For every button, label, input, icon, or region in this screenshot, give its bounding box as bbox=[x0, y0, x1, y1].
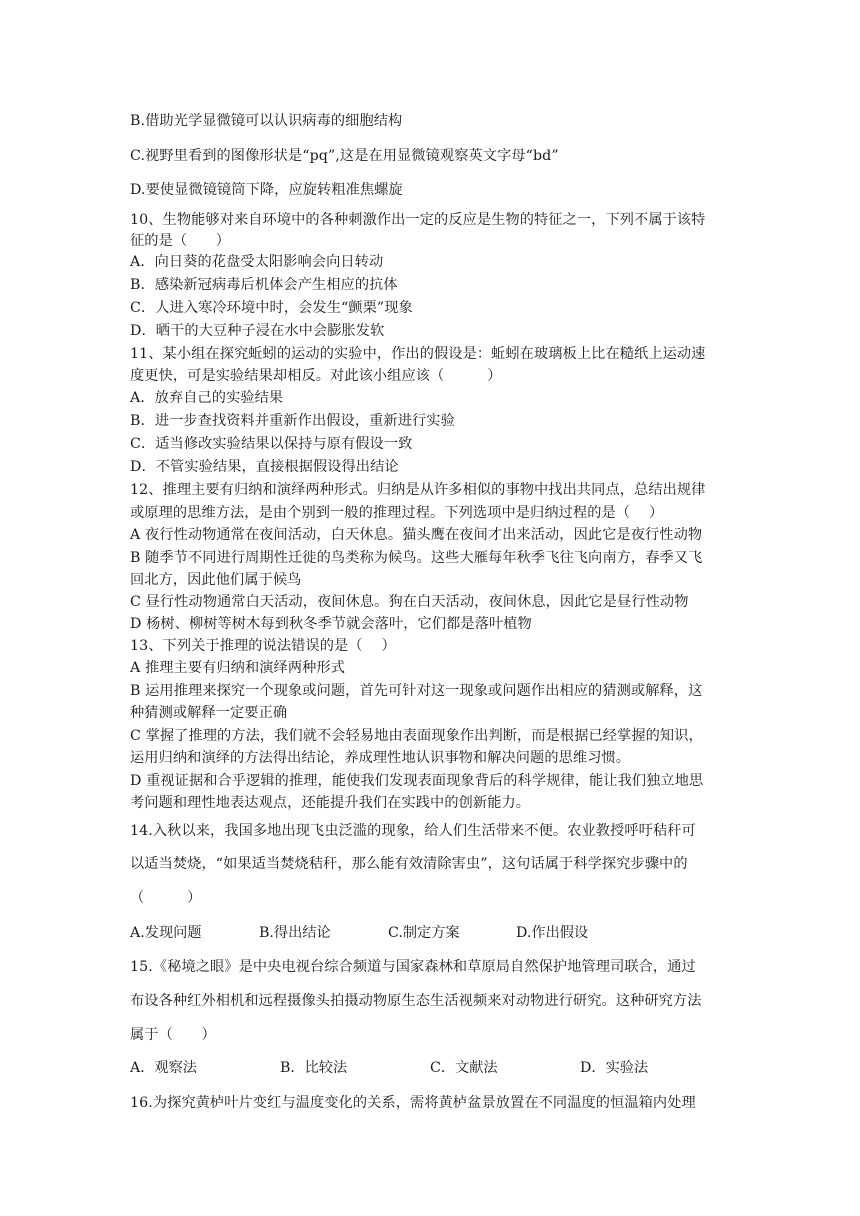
q14-stem-line2: 以适当焚烧，“如果适当焚烧秸秆，那么能有效清除害虫”，这句话属于科学探究步骤中的 bbox=[130, 856, 688, 872]
q15-option-d: D．实验法 bbox=[580, 1060, 649, 1076]
q9-option-b: B.借助光学显微镜可以认识病毒的细胞结构 bbox=[130, 113, 403, 129]
q9-option-c: C.视野里看到的图像形状是“pq”,这是在用显微镜观察英文字母“bd” bbox=[130, 148, 559, 164]
q13-option-a: A 推理主要有归纳和演绎两种形式 bbox=[130, 660, 345, 676]
q12-option-b-line1: B 随季节不同进行周期性迁徙的鸟类称为候鸟。这些大雁每年秋季飞往飞向南方，春季又飞 bbox=[130, 550, 703, 566]
q14-stem-line1: 14.入秋以来，我国多地出现飞虫泛滥的现象，给人们生活带来不便。农业教授呼吁秸秆可 bbox=[130, 823, 696, 839]
q11-option-b: B．进一步查找资料并重新作出假设，重新进行实验 bbox=[130, 413, 455, 429]
q11-stem-line2: 度更快，可是实验结果却相反。对此该小组应该（ ） bbox=[130, 368, 502, 384]
q10-option-c: C．人进入寒冷环境中时，会发生“颤栗”现象 bbox=[130, 300, 413, 316]
q11-stem-line1: 11、某小组在探究蚯蚓的运动的实验中，作出的假设是：蚯蚓在玻璃板上比在糙纸上运动速 bbox=[130, 346, 706, 362]
q10-option-d: D．晒干的大豆种子浸在水中会膨胀发软 bbox=[130, 323, 385, 339]
q12-stem-line2: 或原理的思维方法，是由个别到一般的推理过程。下列选项中是归纳过程的是（ ） bbox=[130, 505, 664, 521]
q13-option-b-line1: B 运用推理来探究一个现象或问题，首先可针对这一现象或问题作出相应的猜测或解释，这 bbox=[130, 683, 703, 699]
q16-stem-line1: 16.为探究黄栌叶片变红与温度变化的关系，需将黄栌盆景放置在不同温度的恒温箱内处理 bbox=[130, 1095, 696, 1111]
q15-stem-line1: 15.《秘境之眼》是中央电视台综合频道与国家森林和草原局自然保护地管理司联合，通过 bbox=[130, 959, 696, 975]
q15-option-b: B．比较法 bbox=[280, 1060, 348, 1076]
q13-option-d-line1: D 重视证据和合乎逻辑的推理，能使我们发现表面现象背后的科学规律，能让我们独立地思 bbox=[130, 773, 704, 789]
q15-stem-line3: 属于（ ） bbox=[130, 1027, 216, 1043]
q15-option-a: A．观察法 bbox=[130, 1060, 197, 1076]
q15-option-c: C．文献法 bbox=[430, 1060, 498, 1076]
q12-option-d: D 杨树、柳树等树木每到秋冬季节就会落叶，它们都是落叶植物 bbox=[130, 616, 532, 632]
q12-option-c: C 昼行性动物通常白天活动，夜间休息。狗在白天活动，夜间休息，因此它是昼行性动物 bbox=[130, 594, 689, 610]
q11-option-a: A．放弃自己的实验结果 bbox=[130, 390, 284, 406]
q14-option-c: C.制定方案 bbox=[388, 925, 460, 941]
q10-option-b: B．感染新冠病毒后机体会产生相应的抗体 bbox=[130, 277, 398, 293]
q14-stem-line3: （ ） bbox=[130, 890, 202, 906]
q14-option-d: D.作出假设 bbox=[516, 925, 589, 941]
q13-option-b-line2: 种猜测或解释一定要正确 bbox=[130, 705, 288, 721]
q13-stem: 13、下列关于推理的说法错误的是（ ） bbox=[130, 638, 396, 654]
q9-option-d: D.要使显微镜镜筒下降，应旋转粗准焦螺旋 bbox=[130, 182, 403, 198]
q10-option-a: A．向日葵的花盘受太阳影响会向日转动 bbox=[130, 254, 384, 270]
q13-option-c-line2: 运用归纳和演绎的方法得出结论，养成理性地认识事物和解决问题的思维习惯。 bbox=[130, 750, 631, 766]
q12-option-b-line2: 回北方，因此他们属于候鸟 bbox=[130, 572, 302, 588]
q15-stem-line2: 布设各种红外相机和远程摄像头拍摄动物原生态生活视频来对动物进行研究。这种研究方法 bbox=[130, 993, 702, 1009]
q14-option-b: B.得出结论 bbox=[259, 925, 331, 941]
q11-option-d: D．不管实验结果，直接根据假设得出结论 bbox=[130, 459, 399, 475]
q10-stem-line2: 征的是（ ） bbox=[130, 233, 231, 249]
q10-stem-line1: 10、生物能够对来自环境中的各种刺激作出一定的反应是生物的特征之一，下列不属于该特 bbox=[130, 212, 706, 228]
q13-option-d-line2: 考问题和理性地表达观点，还能提升我们在实践中的创新能力。 bbox=[130, 795, 531, 811]
q14-option-a: A.发现问题 bbox=[130, 925, 202, 941]
q12-stem-line1: 12、推理主要有归纳和演绎两种形式。归纳是从许多相似的事物中找出共同点，总结出规律 bbox=[130, 482, 706, 498]
q11-option-c: C．适当修改实验结果以保持与原有假设一致 bbox=[130, 436, 413, 452]
q12-option-a: A 夜行性动物通常在夜间活动，白天休息。猫头鹰在夜间才出来活动，因此它是夜行性动物 bbox=[130, 527, 703, 543]
q13-option-c-line1: C 掌握了推理的方法，我们就不会轻易地由表面现象作出判断，而是根据已经掌握的知识， bbox=[130, 728, 703, 744]
